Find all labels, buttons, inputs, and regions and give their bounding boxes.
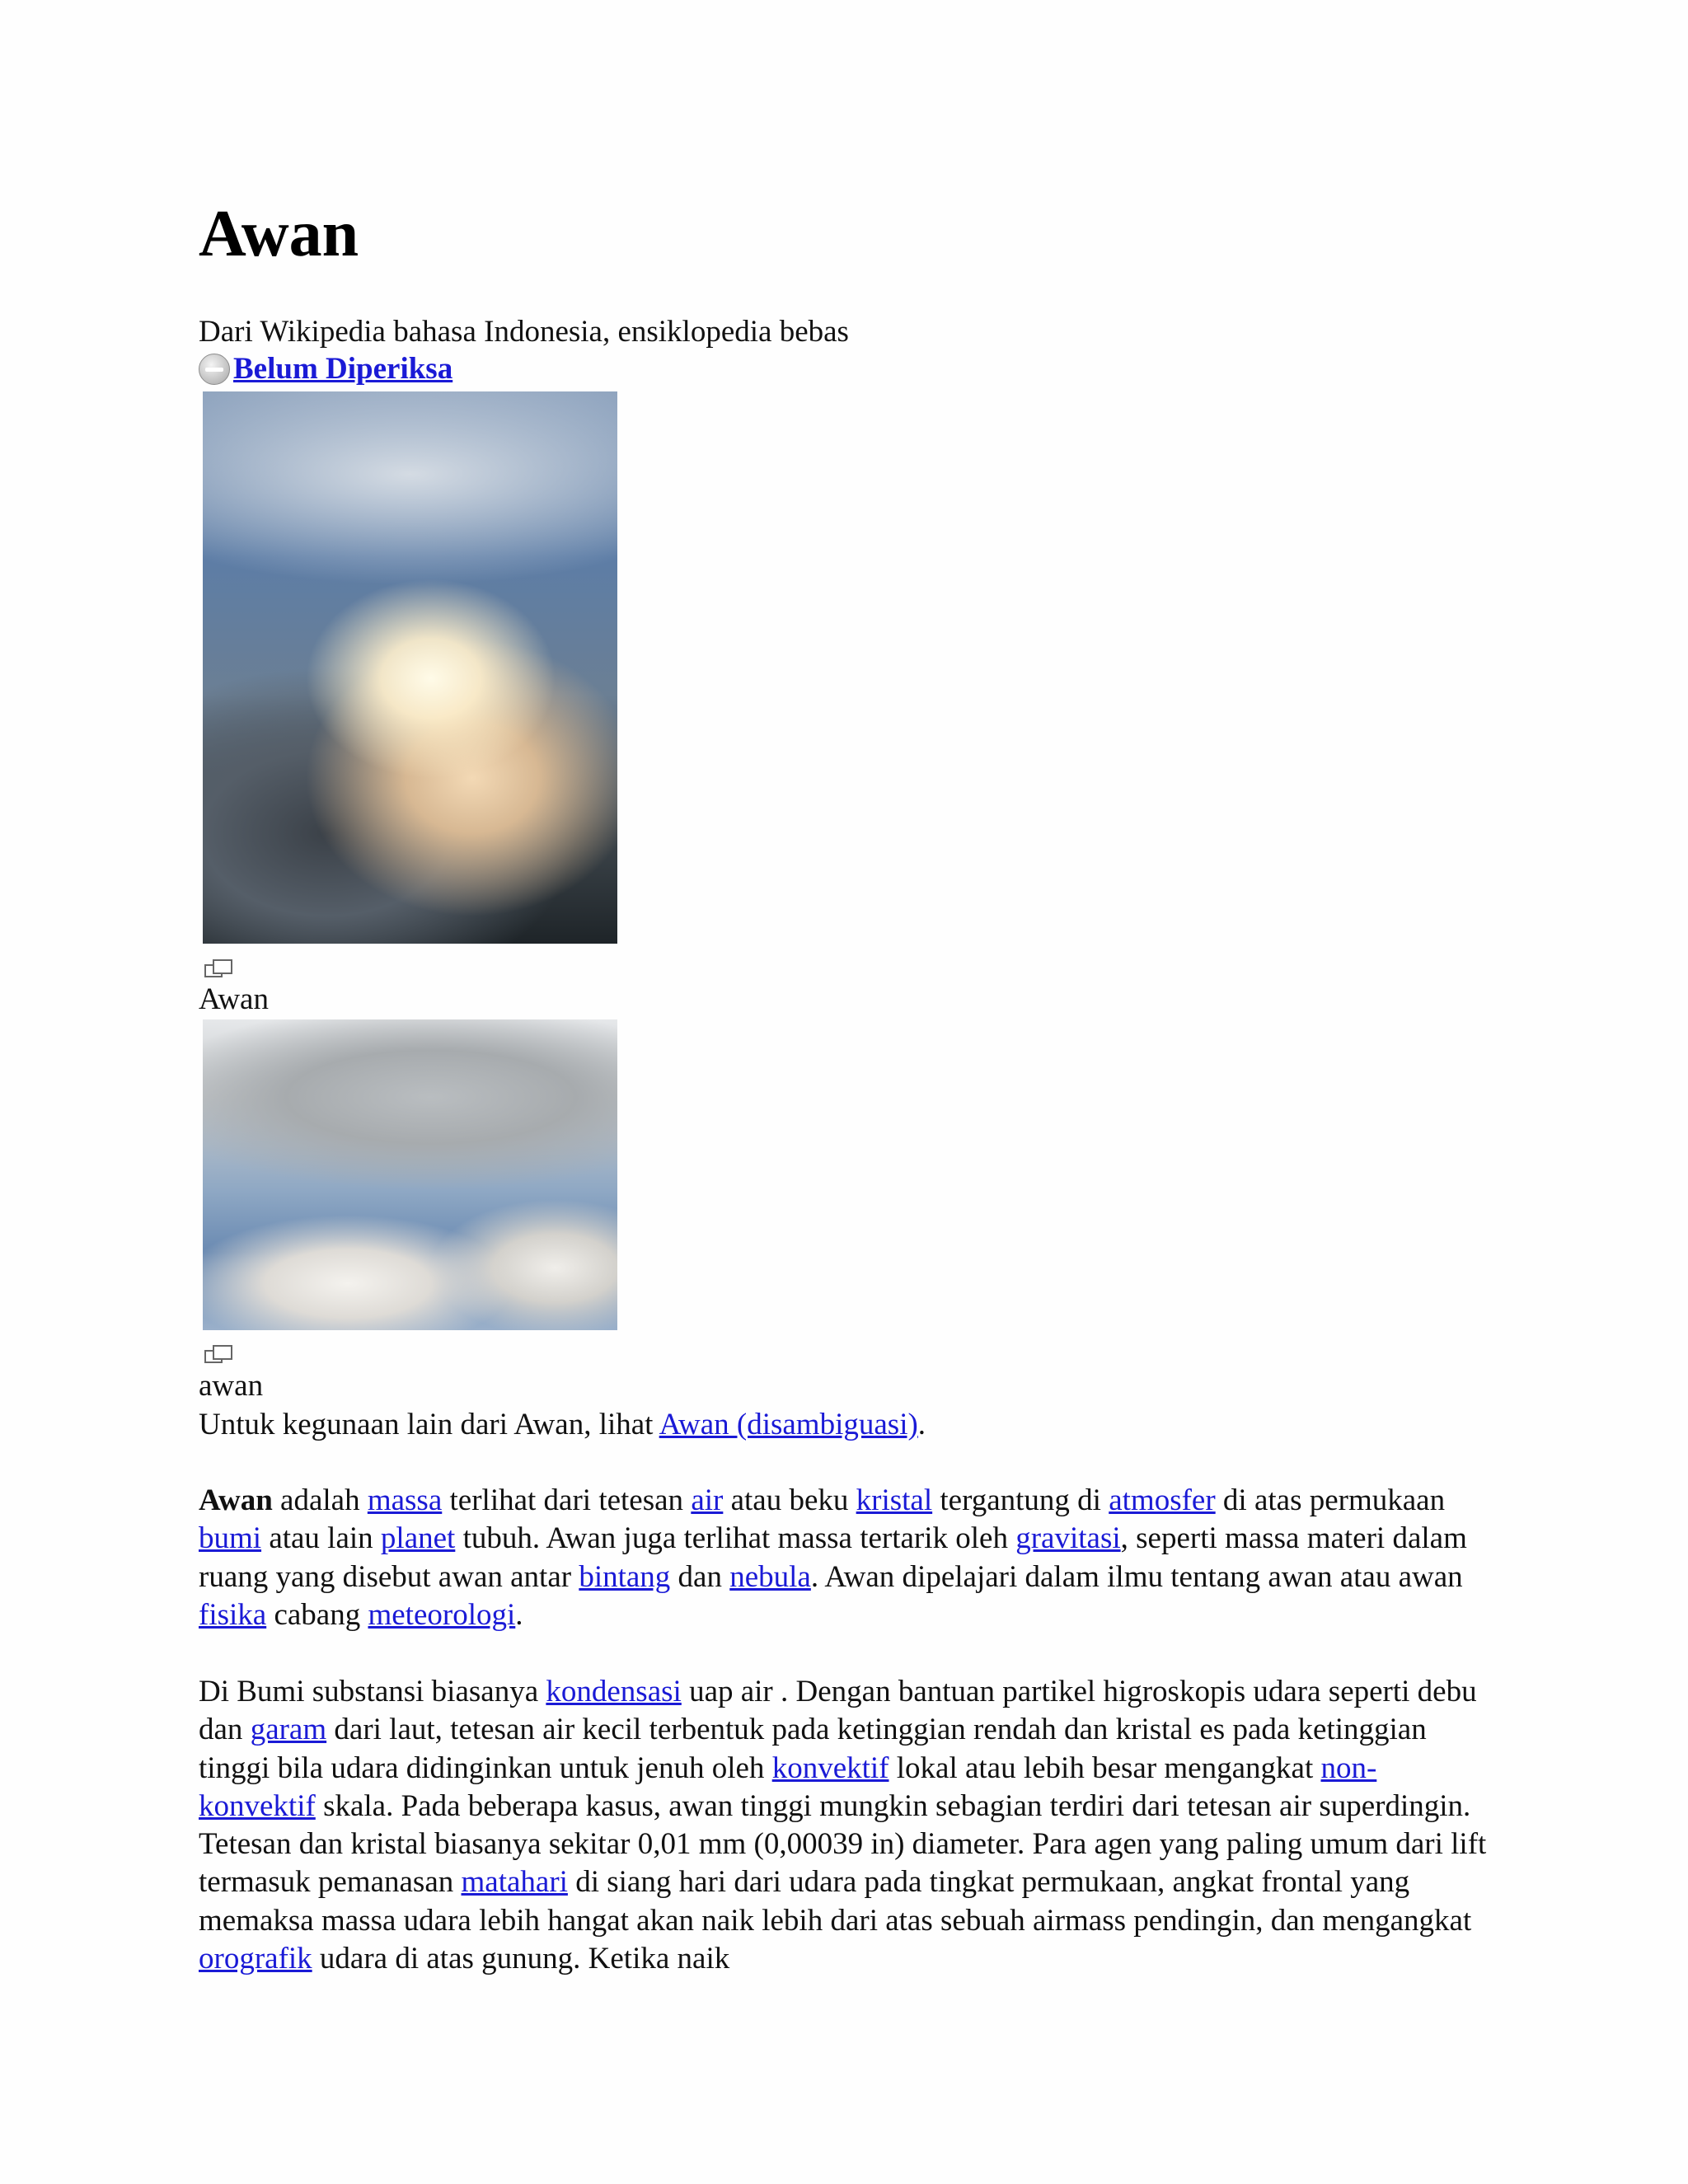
link-gravitasi[interactable]: gravitasi [1015, 1521, 1121, 1556]
paragraph-intro: Awan adalah massa terlihat dari tetesan air atau beku kristal tergantung di atmosfer di atas permukaan bumi atau lain planet tubuh. Awan juga terlihat massa tertarik oleh gravitasi, seperti massa materi dalam ruang yang disebut awan antar bintang dan nebula. Awan dipelajari dalam ilmu tentang awan atau awan fisika cabang meteorologi. [199, 1483, 1467, 1632]
figure-caption: awan [199, 1369, 264, 1403]
link-kristal[interactable]: kristal [856, 1483, 933, 1517]
cumulus-cloud-image[interactable] [203, 391, 617, 944]
hatnote: Untuk kegunaan lain dari Awan, lihat Awan (disambiguasi). [199, 1408, 926, 1441]
disambiguation-link[interactable]: Awan (disambiguasi) [659, 1408, 918, 1441]
paragraph-formation: Di Bumi substansi biasanya kondensasi uap air . Dengan bantuan partikel higroskopis udara seperti debu dan garam dari laut, tetesan air kecil terbentuk pada ketinggian rendah dan kristal es pada ketinggian tinggi bila udara didinginkan untuk jenuh oleh konvektif lokal atau lebih besar mengangkat non-konvektif skala. Pada beberapa kasus, awan tinggi mungkin sebagian terdiri dari tetesan air superdingin. Tetesan dan kristal biasanya sekitar 0,01 mm (0,00039 in) diameter. Para agen yang paling umum dari lift termasuk pemanasan matahari di siang hari dari udara pada tingkat permukaan, angkat frontal yang memaksa massa udara lebih hangat akan naik lebih dari atas sebuah airmass pendingin, dan mengangkat orografik udara di atas gunung. Ketika naik [199, 1675, 1487, 1976]
link-kondensasi[interactable]: kondensasi [546, 1675, 682, 1708]
page-subtitle: Dari Wikipedia bahasa Indonesia, ensiklopedia bebas [199, 315, 849, 349]
link-bintang[interactable]: bintang [579, 1559, 671, 1594]
link-non-konvektif[interactable]: non-konvektif [199, 1750, 1377, 1823]
link-atmosfer[interactable]: atmosfer [1109, 1483, 1216, 1517]
enlarge-icon[interactable] [204, 959, 232, 977]
figure-caption: Awan [199, 982, 269, 1016]
enlarge-icon[interactable] [204, 1345, 232, 1363]
link-massa[interactable]: massa [367, 1483, 443, 1517]
link-orografik[interactable]: orografik [199, 1942, 312, 1976]
link-nebula[interactable]: nebula [729, 1559, 811, 1594]
link-meteorologi[interactable]: meteorologi [368, 1597, 516, 1632]
unreviewed-icon [199, 354, 230, 385]
cloudy-sky-image[interactable] [203, 1019, 617, 1330]
link-air[interactable]: air [691, 1483, 724, 1517]
link-konvektif[interactable]: konvektif [771, 1750, 889, 1785]
link-bumi[interactable]: bumi [199, 1521, 262, 1556]
link-garam[interactable]: garam [250, 1713, 327, 1747]
page-title: Awan [199, 198, 359, 270]
link-fisika[interactable]: fisika [199, 1597, 267, 1632]
review-status-link[interactable]: Belum Diperiksa [233, 352, 453, 386]
review-status [199, 350, 452, 388]
link-matahari[interactable]: matahari [461, 1865, 568, 1900]
link-planet[interactable]: planet [380, 1521, 456, 1556]
